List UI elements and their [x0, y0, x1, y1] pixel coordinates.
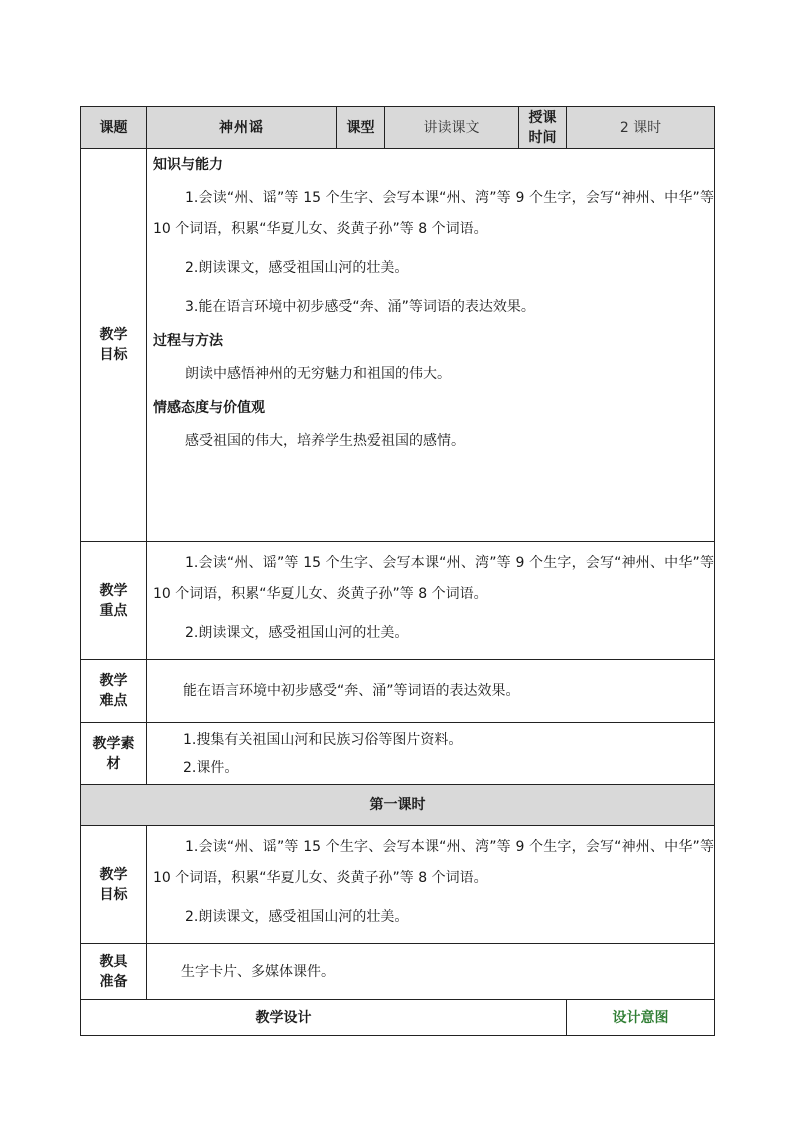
topic-label: 课题 — [81, 107, 147, 149]
lesson1-tools-row — [81, 944, 715, 1000]
focus-label-line1: 教学 — [99, 582, 128, 599]
materials-label-line1: 教学素 — [92, 735, 135, 752]
lesson1-objectives-label-line1: 教学 — [99, 866, 128, 883]
design-header-label: 教学设计 — [255, 1009, 312, 1026]
lesson-plan-table — [80, 106, 715, 1036]
lesson1-objective-item-2: 2.朗读课文，感受祖国山河的壮美。 — [185, 909, 409, 925]
type-value: 讲读课文 — [385, 107, 519, 149]
materials-row — [81, 723, 715, 785]
section-emotion-title: 情感态度与价值观 — [153, 400, 265, 416]
section-process-title: 过程与方法 — [153, 333, 223, 349]
lesson1-objective-item-1: 1.会读“州、谣”等 15 个生字、会写本课“州、湾”等 9 个生字，会写“神州、中华”等 10 个词语，积累“华夏儿女、炎黄子孙”等 8 个词语。 — [153, 839, 714, 886]
intent-header: 设计意图 — [567, 1000, 715, 1036]
time-label-line1: 授课 — [528, 109, 557, 126]
focus-label — [81, 542, 147, 660]
focus-item-1: 1.会读“州、谣”等 15 个生字、会写本课“州、湾”等 9 个生字，会写“神州、中华”等 10 个词语，积累“华夏儿女、炎黄子孙”等 8 个词语。 — [153, 555, 714, 602]
objectives-label-line2: 目标 — [99, 347, 128, 363]
lesson1-objectives-label-line2: 目标 — [99, 886, 128, 903]
objective-item-2: 2.朗读课文，感受祖国山河的壮美。 — [185, 260, 409, 276]
lesson1-tools-text: 生字卡片、多媒体课件。 — [181, 963, 335, 980]
lesson1-tools-content — [147, 944, 715, 1000]
header-row — [81, 107, 715, 149]
materials-item-1: 1.搜集有关祖国山河和民族习俗等图片资料。 — [183, 731, 463, 748]
lesson1-tools-label-line2: 准备 — [99, 973, 128, 990]
difficulty-label-line1: 教学 — [99, 673, 128, 689]
objectives-label-line1: 教学 — [99, 327, 128, 343]
lesson1-title-row — [81, 785, 715, 826]
objectives-content — [147, 149, 715, 542]
focus-content — [147, 542, 715, 660]
design-header — [81, 1000, 567, 1036]
objective-item-1: 1.会读“州、谣”等 15 个生字、会写本课“州、湾”等 9 个生字，会写“神州、中华”等 10 个词语，积累“华夏儿女、炎黄子孙”等 8 个词语。 — [153, 190, 714, 237]
materials-content — [147, 723, 715, 785]
time-value: 2 课时 — [567, 107, 715, 149]
footer-row — [81, 1000, 715, 1036]
time-label-line2: 时间 — [528, 129, 557, 146]
time-label — [519, 107, 567, 149]
difficulty-label-line2: 难点 — [99, 693, 128, 709]
materials-label-line2: 材 — [106, 755, 121, 772]
focus-label-line2: 重点 — [99, 602, 128, 619]
difficulty-content — [147, 660, 715, 723]
section-knowledge-title: 知识与能力 — [153, 157, 223, 173]
lesson1-title: 第一课时 — [81, 785, 715, 826]
difficulty-label — [81, 660, 147, 723]
emotion-text: 感受祖国的伟大，培养学生热爱祖国的感情。 — [185, 433, 465, 449]
lesson1-objectives-label — [81, 826, 147, 944]
lesson1-tools-label — [81, 944, 147, 1000]
process-text: 朗读中感悟神州的无穷魅力和祖国的伟大。 — [185, 366, 451, 382]
type-label: 课型 — [337, 107, 385, 149]
difficulty-row — [81, 660, 715, 723]
focus-item-2: 2.朗读课文，感受祖国山河的壮美。 — [185, 625, 409, 641]
objective-item-3: 3.能在语言环境中初步感受“奔、涌”等词语的表达效果。 — [185, 299, 535, 315]
materials-item-2: 2.课件。 — [183, 759, 239, 776]
focus-row — [81, 542, 715, 660]
materials-label — [81, 723, 147, 785]
lesson1-objectives-row — [81, 826, 715, 944]
topic-title: 神州谣 — [147, 107, 337, 149]
difficulty-text: 能在语言环境中初步感受“奔、涌”等词语的表达效果。 — [183, 683, 520, 699]
lesson1-tools-label-line1: 教具 — [99, 953, 128, 970]
lesson1-objectives-content — [147, 826, 715, 944]
objectives-label — [81, 149, 147, 542]
objectives-row — [81, 149, 715, 542]
